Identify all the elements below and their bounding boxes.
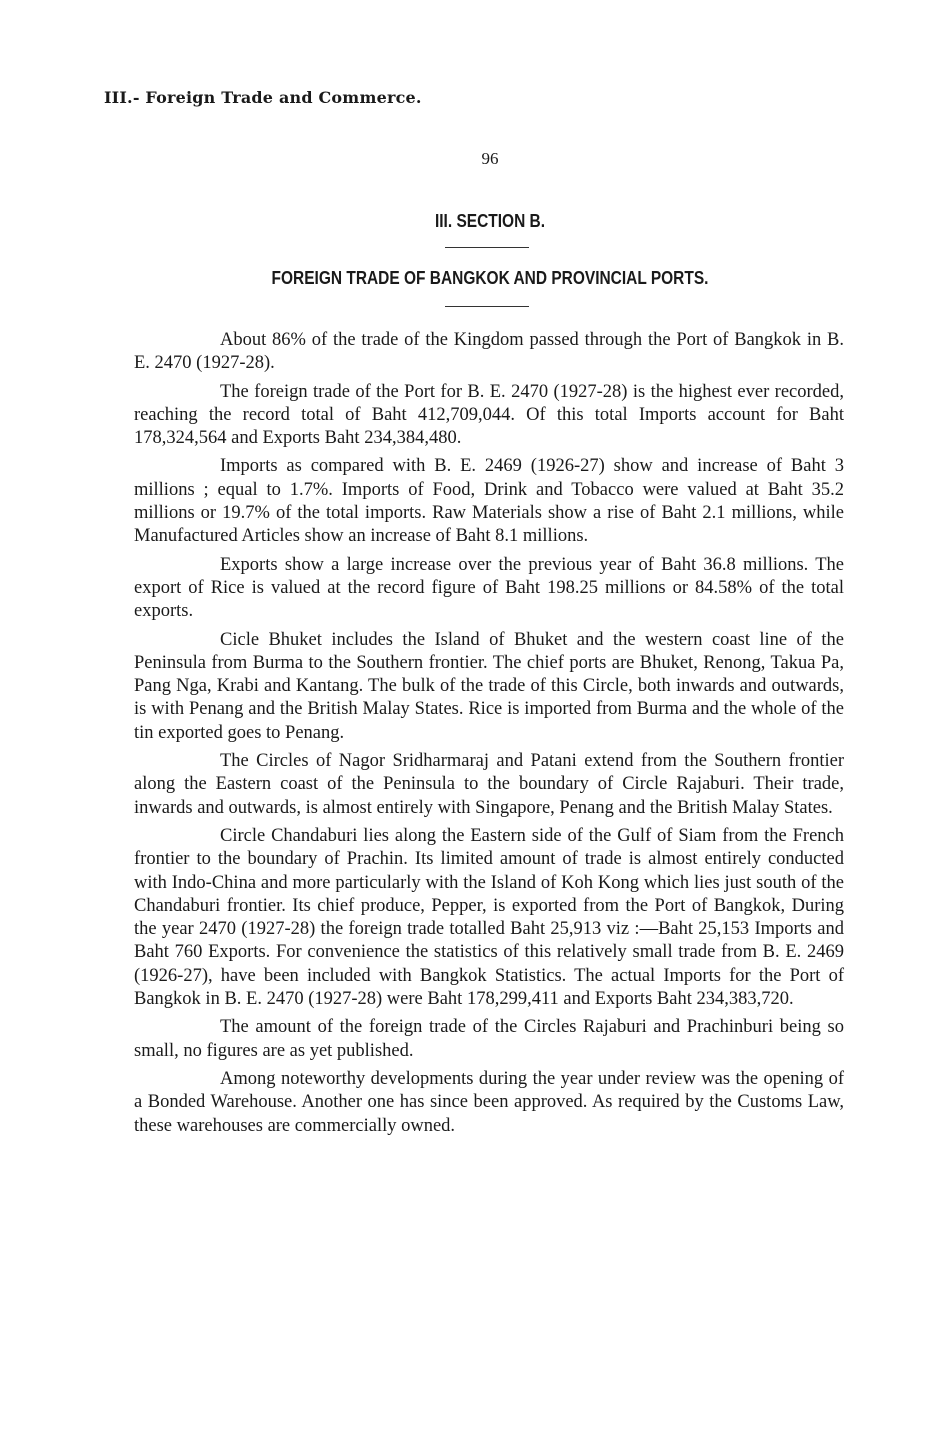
paragraph-imports: Imports as compared with B. E. 2469 (1926-27) show and increase of Baht 3 millions ; equal to 1.7%. Imports of Food, Drink and Tobacco were valued at Baht 35.2 millions or 19.7% of the total imports. Raw Materials show a rise of Baht 2.1 millions, while Manufactured Articles show an increase of Baht 8.1 millions. bbox=[134, 456, 844, 547]
page-title: FOREIGN TRADE OF BANGKOK AND PROVINCIAL PORTS. bbox=[271, 268, 709, 288]
paragraph-nagor-patani: The Circles of Nagor Sridharmaraj and Patani extend from the Southern frontier along the Eastern coast of the Peninsula to the boundary of Circle Rajaburi. Their trade, inwards and outwards, is almost entirely with Singapore, Penang and the British Malay States. bbox=[134, 751, 844, 818]
paragraph-exports: Exports show a large increase over the previous year of Baht 36.8 millions. The export of Rice is valued at the record figure of Baht 198.25 millions or 84.58% of the total exports. bbox=[134, 554, 844, 622]
section-title: III. SECTION B. bbox=[434, 211, 546, 231]
title-divider-top bbox=[445, 247, 529, 248]
paragraph-bonded-warehouse: Among noteworthy developments during the year under review was the opening of a Bonded Warehouse. Another one has since been approved. As required by the Customs Law, these warehouses are commercially owned. bbox=[134, 1068, 844, 1136]
running-head: III.- Foreign Trade and Commerce. bbox=[104, 88, 422, 107]
paragraph-rajaburi-prachinburi: The amount of the foreign trade of the Circles Rajaburi and Prachinburi being so small, no figures are as yet published. bbox=[134, 1017, 844, 1061]
paragraph-port-total: The foreign trade of the Port for B. E. 2470 (1927-28) is the highest ever recorded, reaching the record total of Baht 412,709,044. Of this total Imports account for Baht 178,324,564 and Exports Baht 234,384,480. bbox=[134, 381, 844, 449]
page-number: 96 bbox=[481, 149, 499, 168]
body-text bbox=[134, 329, 844, 1143]
paragraph-bangkok-share: About 86% of the trade of the Kingdom passed through the Port of Bangkok in B. E. 2470 (1927-28). bbox=[134, 330, 844, 374]
paragraph-circle-chandaburi: Circle Chandaburi lies along the Eastern side of the Gulf of Siam from the French frontier to the boundary of Prachin. Its limited amount of trade is almost entirely conducted with Indo-China and more particularly with the Island of Koh Kong which lies just south of the Chandaburi frontier. Its chief produce, Pepper, is exported from the Port of Bangkok, During the year 2470 (1927-28) the foreign trade totalled Baht 25,913 viz :—Baht 25,153 Imports and Baht 760 Exports. For convenience the statistics of this relatively small trade from B. E. 2469 (1926-27), have been included with Bangkok Statistics. The actual Imports for the Port of Bangkok in B. E. 2470 (1927-28) were Baht 178,299,411 and Exports Baht 234,383,720. bbox=[134, 825, 844, 1010]
title-divider-bottom bbox=[445, 306, 529, 307]
paragraph-circle-bhuket: Cicle Bhuket includes the Island of Bhuket and the western coast line of the Peninsula from Burma to the Southern frontier. The chief ports are Bhuket, Renong, Takua Pa, Pang Nga, Krabi and Kantang. The bulk of the trade of this Circle, both inwards and outwards, is with Penang and the British Malay States. Rice is imported from Burma and the whole of the tin exported goes to Penang. bbox=[134, 629, 844, 743]
